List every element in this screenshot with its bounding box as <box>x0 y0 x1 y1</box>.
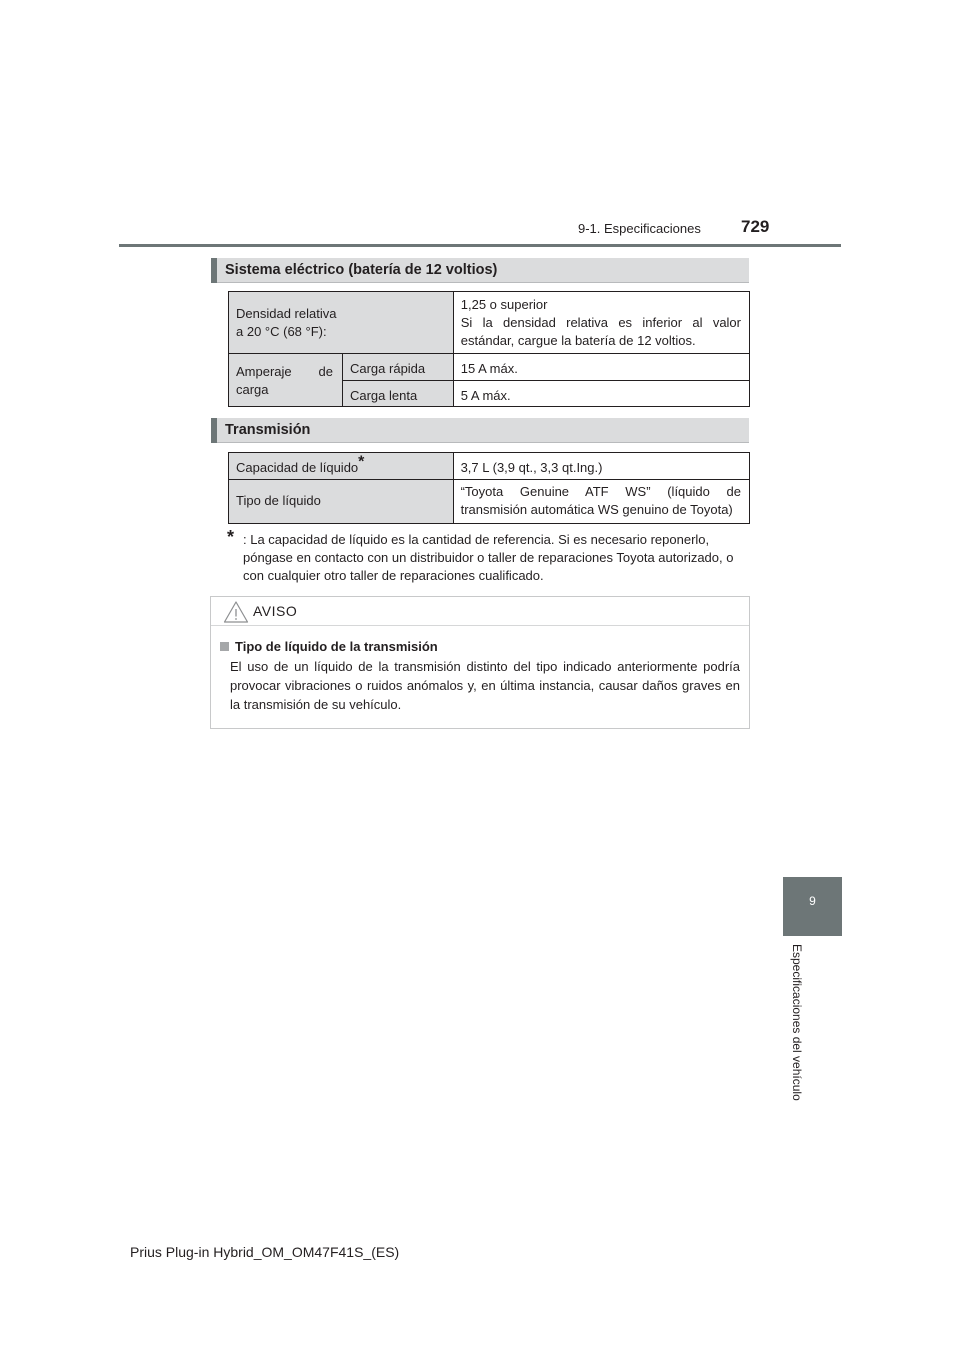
footnote <box>227 527 747 585</box>
density-value: 1,25 o superior <box>460 297 548 312</box>
table-cell-value <box>453 480 749 524</box>
density-label-temp: a 20 °C (68 °F): <box>236 323 327 339</box>
table-row <box>229 480 750 524</box>
section-heading-text: Transmisión <box>225 422 311 438</box>
table-cell-value <box>453 381 749 407</box>
page-number: 729 <box>741 217 770 236</box>
header-rule <box>119 244 841 247</box>
warning-triangle-icon <box>223 600 249 624</box>
fast-charge-value: 15 A máx. <box>460 361 518 376</box>
density-value-note: Si la densidad relativa es inferior al valor estándar, cargue la batería de 12 voltios. <box>460 315 741 348</box>
table-cell-value <box>453 354 749 381</box>
density-label: Densidad relativa <box>236 305 337 321</box>
table-row <box>229 292 750 354</box>
transmission-spec-table <box>228 452 750 524</box>
section-heading-text: Sistema eléctrico (batería de 12 voltios) <box>225 262 498 278</box>
table-cell-label <box>229 354 343 407</box>
fluid-type-label: Tipo de líquido <box>236 493 321 508</box>
chapter-number: 9 <box>809 894 816 908</box>
caution-box <box>210 596 750 729</box>
footnote-mark: * <box>227 527 235 547</box>
table-cell-label <box>342 381 453 407</box>
capacity-label: Capacidad de líquido <box>236 460 359 475</box>
fast-charge-label: Carga rápida <box>349 361 426 376</box>
amperage-label: Amperaje de carga <box>236 364 333 397</box>
electrical-spec-table <box>228 291 750 407</box>
fluid-type-value: “Toyota Genuine ATF WS” (líquido de transmisión automática WS genuino de Toyota) <box>460 484 741 517</box>
chapter-label: Especificaciones del vehículo <box>790 944 804 1101</box>
caution-item-heading <box>220 639 438 654</box>
table-cell-value <box>453 292 749 354</box>
chapter-tab <box>783 877 842 936</box>
caution-item-title: Tipo de líquido de la transmisión <box>235 639 438 654</box>
document-footer: Prius Plug-in Hybrid_OM_OM47F41S_(ES) <box>130 1244 400 1260</box>
section-heading-electrical <box>211 258 749 283</box>
table-cell-label <box>229 480 454 524</box>
capacity-value: 3,7 L (3,9 qt., 3,3 qt.Ing.) <box>460 460 603 475</box>
table-row <box>229 453 750 480</box>
caution-header <box>211 597 749 626</box>
table-cell-label <box>229 292 454 354</box>
table-cell-value <box>453 453 749 480</box>
section-title: 9-1. Especificaciones <box>578 221 701 236</box>
table-row <box>229 354 750 381</box>
footnote-text: : La capacidad de líquido es la cantidad de referencia. Si es necesario reponerlo, póngase en contacto con un distribuidor o taller de reparaciones Toyota autorizado, o con cualquier otro taller de reparaciones cualificado. <box>243 532 734 583</box>
section-heading-transmission <box>211 418 749 443</box>
slow-charge-value: 5 A máx. <box>460 388 511 403</box>
square-bullet-icon <box>220 642 229 651</box>
caution-text: El uso de un líquido de la transmisión distinto del tipo indicado anteriormente podría provocar vibraciones o ruidos anómalos y, en última instancia, causar daños graves en la transmisión de su vehículo. <box>230 659 740 712</box>
table-cell-label <box>229 453 454 480</box>
caution-title: AVISO <box>253 603 298 619</box>
slow-charge-label: Carga lenta <box>349 388 418 403</box>
table-cell-label <box>342 354 453 381</box>
footnote-mark: * <box>358 453 365 471</box>
